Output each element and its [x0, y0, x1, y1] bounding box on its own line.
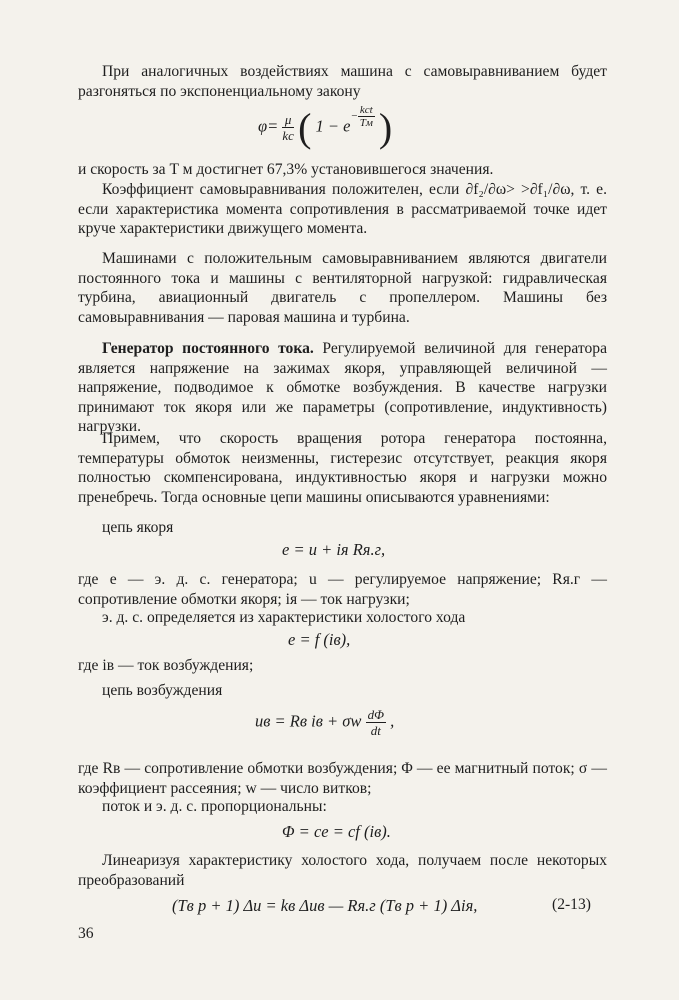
- formula-4-fraction: [366, 707, 386, 738]
- formula-1-kc: kс: [282, 128, 294, 143]
- formula-1-base: 1 − e: [315, 116, 351, 136]
- paragraph-14: Линеаризуя характеристику холостого хода, получаем после некоторых преобразований: [78, 852, 607, 889]
- formula-1-right-paren: ): [378, 105, 393, 150]
- formula-armature-circuit: e = u + iя Rя.г,: [282, 540, 386, 559]
- formula-no-load-characteristic: e = f (iв),: [288, 630, 351, 649]
- paragraph-8: где e — э. д. с. генератора; u — регулируемое напряжение; Rя.г — сопротивление обмотки якоря; iя — ток нагрузки;: [78, 571, 607, 608]
- paragraph-13: поток и э. д. с. пропорциональны:: [102, 798, 327, 815]
- formula-4-num: dΦ: [367, 707, 384, 722]
- paragraph-1: При аналогичных воздействиях машина с самовыравниванием будет разгоняться по экспоненциальному закону: [78, 63, 607, 100]
- paragraph-6: Примем, что скорость вращения ротора генератора постоянна, температуры обмоток неизменны, гистерезис отсутствует, реакция якоря полностью скомпенсирована, индуктивностью якоря и нагрузки можно пренебречь. Тогда основные цепи машины описываются уравнениями:: [78, 430, 607, 506]
- formula-4-den: dt: [370, 723, 381, 738]
- paragraph-2: и скорость за T м достигнет 67,3% установившегося значения.: [78, 161, 494, 178]
- paragraph-4: Машинами с положительным самовыравниванием являются двигатели постоянного тока и машины с вентиляторной нагрузкой: гидравлическая турбина, авиационный двигатель с пропеллером. Машины без самовыравнивания — паровая машина и турбина.: [78, 250, 607, 326]
- formula-flux: Φ = ce = cf (iв).: [282, 822, 391, 841]
- formula-1-mu: μ: [282, 112, 294, 128]
- section-heading-dc-generator: Генератор постоянного тока.: [102, 340, 314, 357]
- formula-1-fraction: [282, 112, 294, 143]
- formula-exponential: [258, 104, 392, 151]
- formula-1-exponent: − kсt Tм: [350, 103, 373, 129]
- formula-1-exp-den: Tм: [359, 116, 373, 129]
- formula-4-lhs: uв = Rв iв + σw: [255, 711, 362, 731]
- formula-1-lhs: φ=: [258, 116, 279, 136]
- formula-1-exponent-fraction: [358, 104, 375, 129]
- formula-4-end: ,: [390, 711, 395, 731]
- paragraph-12: где Rв — сопротивление обмотки возбуждения; Φ — ее магнитный поток; σ — коэффициент рассеяния; w — число витков;: [78, 760, 607, 797]
- paragraph-5-body: Регулируемой величиной для генератора является напряжение на зажимах якоря, управляющей величиной — напряжение, подводимое к обмотке возбуждения. В качестве нагрузки принимают ток якоря или же параметры (сопротивление, индуктивность) нагрузки.: [78, 340, 607, 435]
- formula-1-exp-num: kсt: [359, 103, 373, 116]
- formula-linearized: (Tв p + 1) Δu = kв Δuв — Rя.г (Tв p + 1) Δiя,: [172, 896, 478, 915]
- formula-1-left-paren: (: [298, 105, 312, 150]
- paragraph-11: цепь возбуждения: [102, 682, 223, 699]
- paragraph-9: э. д. с. определяется из характеристики холостого хода: [102, 609, 466, 626]
- paragraph-5: [78, 339, 607, 437]
- formula-excitation-circuit: [255, 707, 394, 738]
- paragraph-7: цепь якоря: [102, 519, 174, 536]
- page-number: 36: [78, 925, 94, 942]
- equation-number: (2-13): [552, 896, 591, 913]
- paragraph-3: Коэффициент самовыравнивания положителен, если ∂f₂/∂ω> >∂f₁/∂ω, т. е. если характеристика момента сопротивления в рассматриваемой точке идет круче характеристики движущего момента.: [78, 181, 607, 237]
- paragraph-10: где iв — ток возбуждения;: [78, 657, 254, 674]
